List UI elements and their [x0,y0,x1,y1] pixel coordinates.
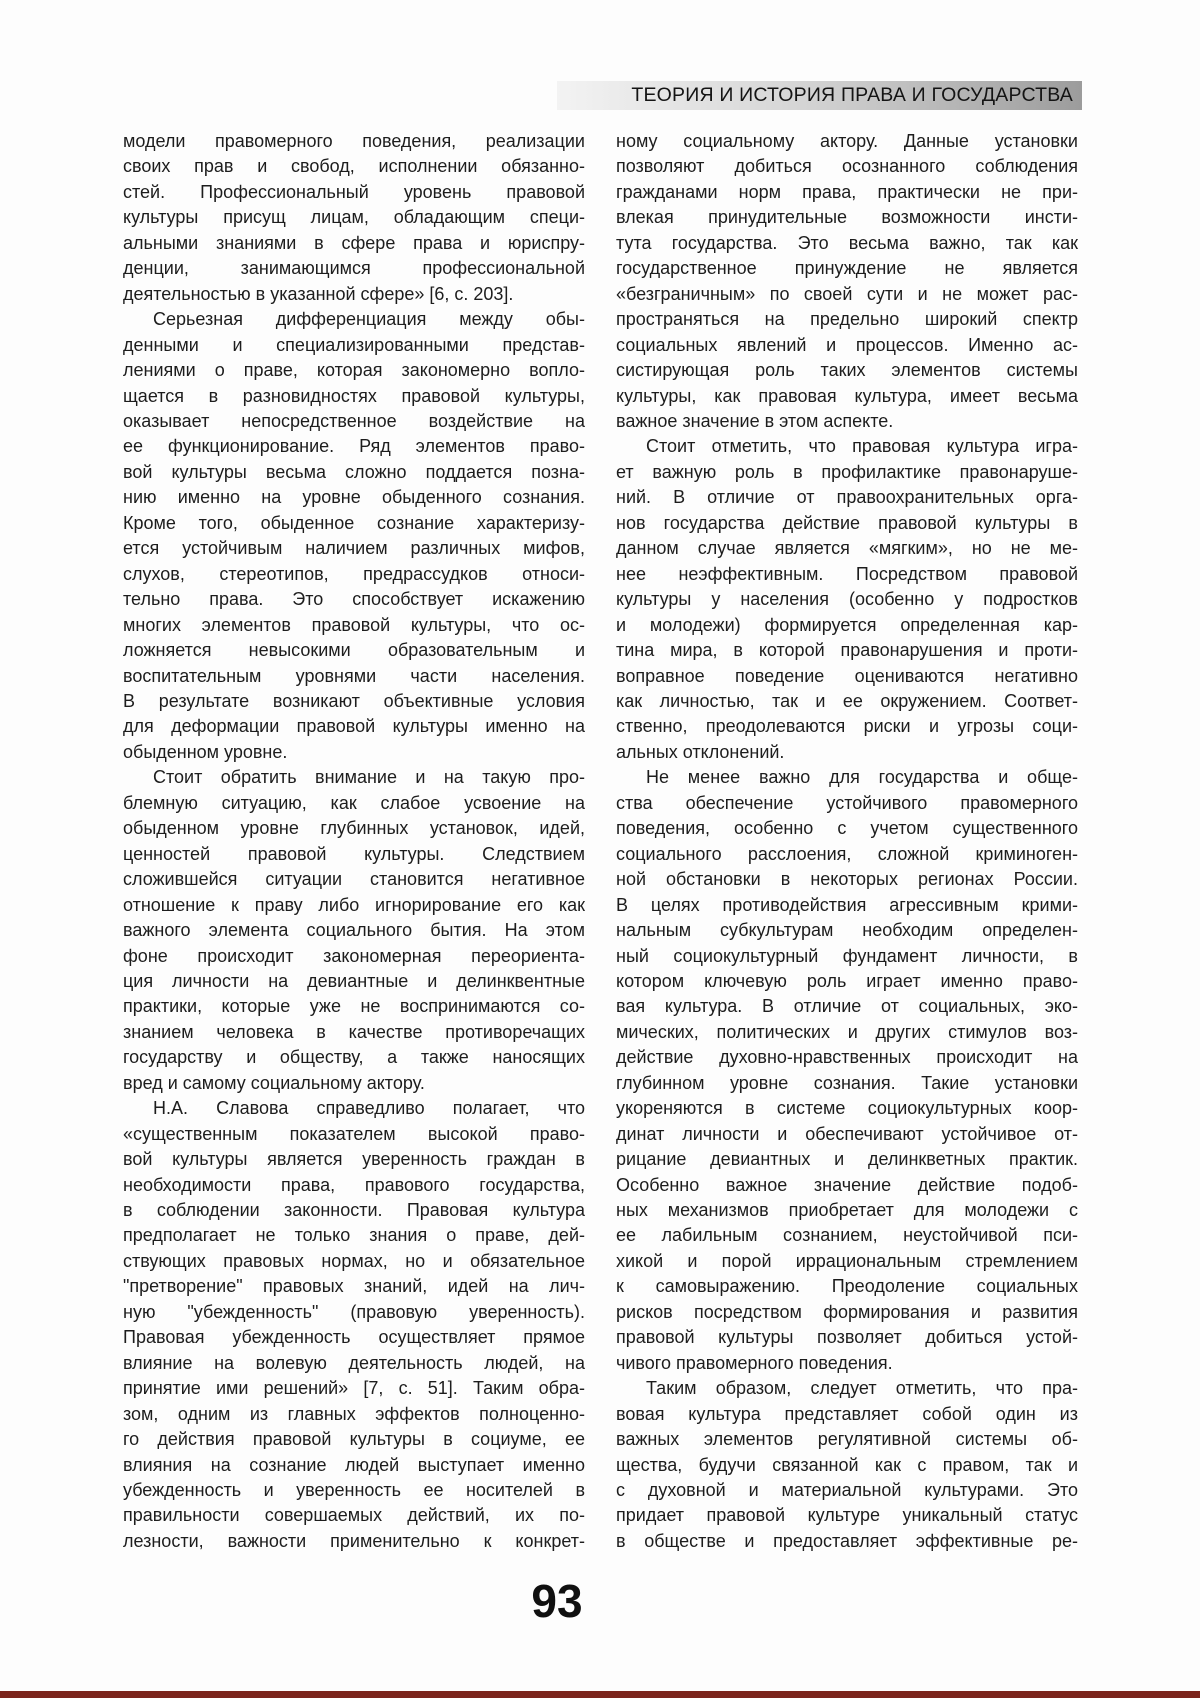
page-number: 93 [531,1575,583,1627]
text-line: позволяют добиться осознанного соблюдения [616,156,1078,177]
text-line: Правовая убежденность осуществляет прямое [123,1327,585,1348]
text-line: убежденность и уверенность ее носителей в [123,1480,585,1501]
text-line: с духовной и материальной культурами. Это [616,1480,1078,1501]
scan-edge-bottom-bar [0,1691,1200,1698]
text-line: зом, одним из главных эффектов полноценно- [123,1403,585,1424]
text-line: отношение к праву либо игнорирование его как [123,894,585,915]
text-line: предполагает не только знания о праве, дей- [123,1225,585,1246]
text-line: Не менее важно для государства и обще- [646,767,1078,788]
text-line: обыденном уровне глубинных установок, идей, [123,818,585,839]
text-line: к самовыражению. Преодоление социальных [616,1276,1078,1297]
text-line: стей. Профессиональный уровень правовой [123,181,585,202]
text-line: лениями о праве, которая закономерно вопло- [123,360,585,381]
text-line: ных механизмов приобретает для молодежи с [616,1200,1078,1221]
text-line: чивого правомерного поведения. [616,1352,893,1373]
text-line: ства обеспечение устойчивого правомерного [616,792,1078,813]
text-line: действие духовно-нравственных происходит на [616,1047,1078,1068]
text-line: рисков посредством формирования и развития [616,1301,1078,1322]
text-line: государству и обществу, а также наносящих [123,1047,585,1068]
text-line: котором ключевую роль играет именно право- [616,970,1078,991]
text-line: необходимости права, правового государства, [123,1174,585,1195]
text-line: культуры у населения (особенно у подростков [616,589,1078,610]
text-line: культуры, как правовая культура, имеет весьма [616,385,1078,406]
text-line: щества, будучи связанной как с правом, так и [616,1454,1078,1475]
text-line: многих элементов правовой культуры, что ос- [123,614,585,635]
text-line: ствующих правовых нормах, но и обязательное [123,1250,585,1271]
text-line: нальным субкультурам необходим определен- [616,920,1078,941]
text-line: го действия правовой культуры в социуме, ее [123,1429,585,1450]
text-line: ценностей правовой культуры. Следствием [123,843,585,864]
text-line: ция личности на девиантные и делинквентные [123,970,585,991]
text-line: модели правомерного поведения, реализации [123,131,585,151]
text-line: «существенным показателем высокой право- [123,1123,585,1144]
article-body [123,129,1078,1554]
text-line: блемную ситуацию, как слабое усвоение на [123,792,585,813]
text-line: в соблюдении законности. Правовая культура [123,1200,585,1221]
text-line: лезности, важности применительно к конкрет- [123,1530,585,1551]
text-line: вред и самому социальному актору. [123,1072,425,1093]
text-line: "претворение" правовых знаний, идей на лич- [123,1276,585,1297]
text-line: придает правовой культуре уникальный статус [616,1505,1078,1526]
text-line: ний. В отличие от правоохранительных орга- [616,487,1078,508]
text-line: оказывает непосредственное воздействие на [123,410,585,431]
text-line: важного элемента социального бытия. На этом [123,920,585,941]
text-line: рицание девиантных и делинкветных практик. [616,1149,1078,1170]
text-line: альных отклонений. [616,741,785,762]
text-line: нию именно на уровне обыденного сознания. [123,487,585,508]
text-line: тельно права. Это способствует искажению [123,589,585,610]
text-line: поведения, особенно с учетом существенного [616,818,1078,839]
text-line: государственное принуждение не является [616,258,1078,279]
text-line: социальных явлений и процессов. Именно ас- [616,334,1078,355]
text-line: Серьезная дифференциация между обы- [153,309,585,330]
text-line: глубинном уровне сознания. Такие установки [616,1072,1078,1093]
text-line: как личностью, так и ее окружением. Соответ- [616,690,1078,711]
text-line: Таким образом, следует отметить, что пра- [646,1378,1078,1399]
text-line: хикой и порой иррациональным стремлением [616,1250,1078,1271]
text-line: воспитательным уровнями части населения. [123,665,585,686]
text-line: пространяться на предельно широкий спектр [616,309,1078,330]
text-line: Стоит отметить, что правовая культура игра- [646,436,1078,457]
text-line: Особенно важное значение действие подоб- [616,1174,1078,1195]
text-line: В целях противодействия агрессивным крими- [616,894,1078,915]
text-line: социального расслоения, сложной криминоген- [616,843,1078,864]
section-header-title: ТЕОРИЯ И ИСТОРИЯ ПРАВА И ГОСУДАРСТВА [631,84,1073,106]
text-line: вой культуры является уверенность граждан в [123,1149,585,1170]
text-line: динат личности и обеспечивают устойчивое от- [616,1123,1078,1144]
text-line: обыденном уровне. [123,741,288,762]
text-line: сложившейся ситуации становится негативное [123,869,585,890]
text-line: знанием человека в качестве противоречащих [123,1021,585,1042]
text-line: в обществе и предоставляет эффективные ре- [616,1530,1078,1551]
text-line: ее лабильным сознанием, неустойчивой пси- [616,1225,1078,1246]
text-line: тута государства. Это весьма важно, так как [616,232,1078,253]
text-line: важное значение в этом аспекте. [616,410,894,431]
text-line: принятие ими решений» [7, с. 51]. Таким обра- [123,1378,585,1399]
text-line: Стоит обратить внимание и на такую про- [153,767,585,788]
text-line: денными и специализированными представ- [123,334,585,355]
text-line: тина мира, в которой правонарушения и проти- [616,640,1078,661]
text-line: систирующая роль таких элементов системы [616,360,1078,381]
text-line: нее неэффективным. Посредством правовой [616,563,1078,584]
text-line: вой культуры весьма сложно поддается позна- [123,461,585,482]
text-line: денции, занимающимся профессиональной [123,258,585,279]
text-line: ственно, преодолеваются риски и угрозы соци- [616,716,1078,737]
text-line: ному социальному актору. Данные установки [616,131,1078,151]
text-line: культуры присущ лицам, обладающим специ- [123,207,585,228]
text-line: влекая принудительные возможности инсти- [616,207,1078,228]
text-line: данном случае является «мягким», но не ме- [616,538,1078,559]
text-line: ее функционирование. Ряд элементов право- [123,436,585,457]
text-line: ную "убежденность" (правовую уверенность). [123,1301,585,1322]
text-line: практики, которые уже не воспринимаются со- [123,996,585,1017]
text-line: правильности совершаемых действий, их по- [123,1505,585,1526]
text-column-left [123,129,585,1554]
text-line: для деформации правовой культуры именно на [123,716,585,737]
text-line: укореняются в системе социокультурных коор- [616,1098,1078,1119]
text-line: важных элементов регулятивной системы об- [616,1429,1078,1450]
text-line: ной обстановки в некоторых регионах России. [616,869,1078,890]
section-header-bar [557,81,1082,110]
text-line: влияние на волевую деятельность людей, на [123,1352,585,1373]
text-line: Н.А. Славова справедливо полагает, что [153,1098,585,1119]
text-line: вая культура. В отличие от социальных, эко- [616,996,1078,1017]
text-line: вовая культура представляет собой один из [616,1403,1078,1424]
text-line: правовой культуры позволяет добиться устой- [616,1327,1078,1348]
text-line: щается в разновидностях правовой культуры, [123,385,585,406]
text-line: и молодежи) формируется определенная кар- [616,614,1078,635]
text-line: Кроме того, обыденное сознание характеризу- [123,512,585,533]
text-line: ет важную роль в профилактике правонаруше- [616,461,1078,482]
text-line: влияния на сознание людей выступает именно [123,1454,585,1475]
text-line: воправное поведение оцениваются негативно [616,665,1078,686]
text-line: ный социокультурный фундамент личности, в [616,945,1078,966]
text-line: ется устойчивым наличием различных мифов, [123,538,585,559]
text-column-right [616,129,1078,1554]
text-line: фоне происходит закономерная переориента- [123,945,585,966]
text-line: гражданами норм права, практически не при- [616,181,1078,202]
text-line: своих прав и свобод, исполнении обязанно- [123,156,585,177]
text-line: альными знаниями в сфере права и юриспру- [123,232,585,253]
text-line: «безграничным» по своей сути и не может рас- [616,283,1078,304]
text-line: нов государства действие правовой культуры в [616,512,1078,533]
text-line: мических, политических и других стимулов воз- [616,1021,1078,1042]
text-line: слухов, стереотипов, предрассудков относи- [123,563,585,584]
text-line: деятельностью в указанной сфере» [6, с. 203]. [123,283,514,304]
text-line: В результате возникают объективные условия [123,690,585,711]
text-line: ложняется невысокими образовательным и [123,640,585,661]
